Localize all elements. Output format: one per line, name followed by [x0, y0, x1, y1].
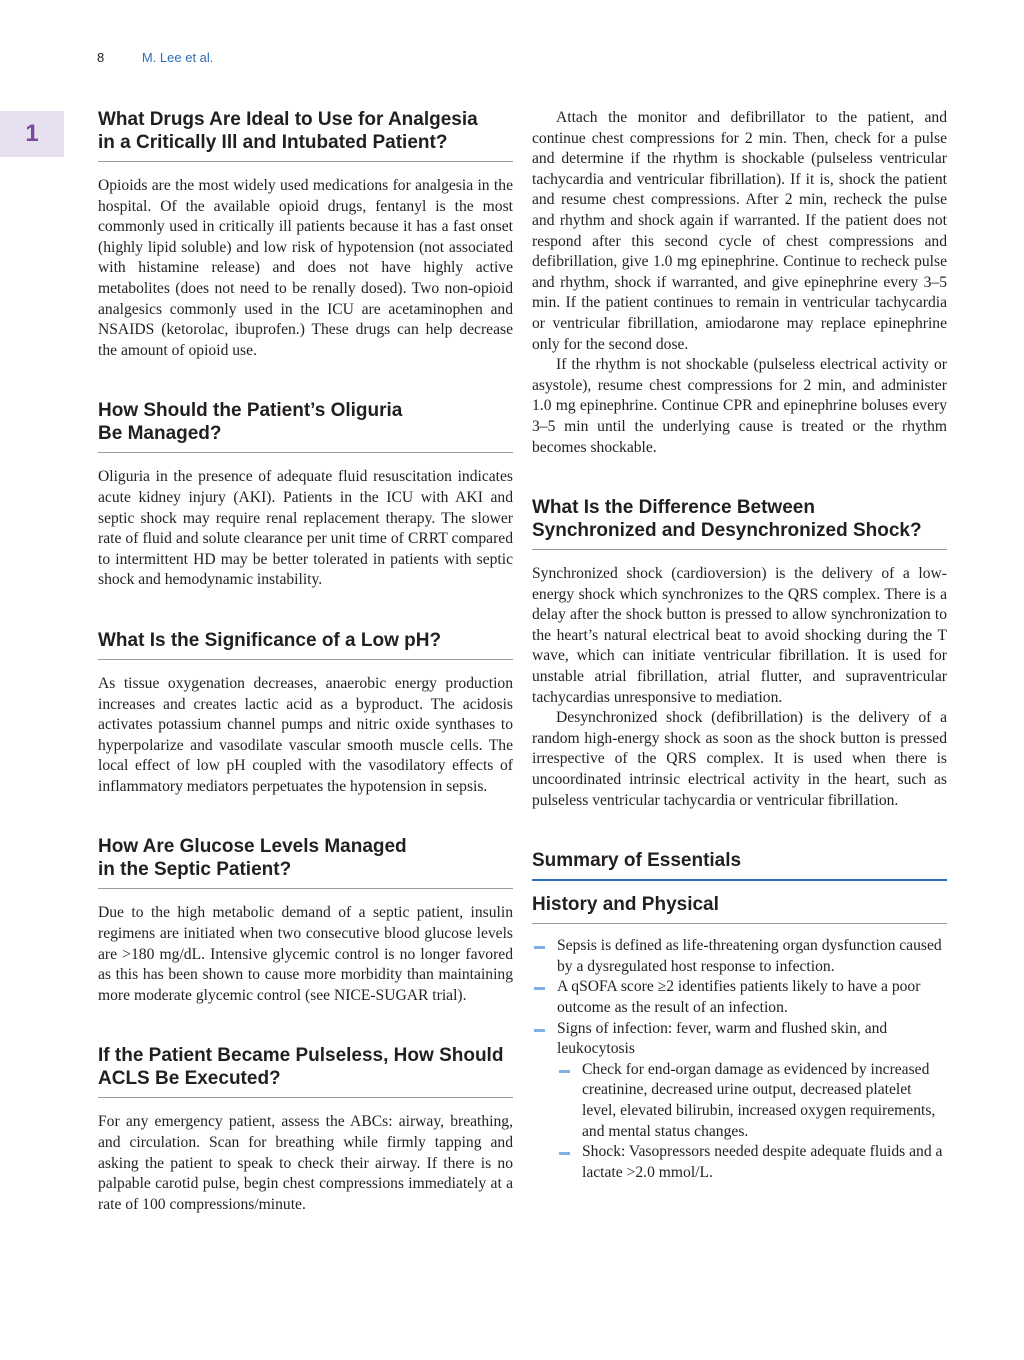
section-heading: How Are Glucose Levels Managed in the Septic Patient?: [98, 835, 513, 889]
section-glucose: [98, 835, 513, 1006]
paragraph: If the rhythm is not shockable (pulseless electrical activity or asystole), resume chest compressions for 2 min, and administer 1.0 mg epinephrine. Continue CPR and epinephrine boluses every 3–5 min until the underlying cause is treated or the rhythm becomes shockable.: [532, 356, 947, 456]
list-item: A qSOFA score ≥2 identifies patients likely to have a poor outcome as the result of an infection.: [532, 977, 947, 1018]
paragraph: Due to the high metabolic demand of a septic patient, insulin regimens are initiated when two consecutive blood glucose levels are >180 mg/dL. Intensive glycemic control is no longer favored as this has been shown to cause more morbidity than maintaining more moderate glycemic control (see NICE-SUGAR trial).: [98, 904, 513, 1004]
running-head-authors: M. Lee et al.: [141, 50, 214, 65]
chapter-number-tab: 1: [0, 111, 64, 157]
running-head: [97, 50, 213, 65]
left-column: [98, 108, 513, 1253]
section-analgesia: [98, 108, 513, 361]
sub-list-item: Check for end-organ damage as evidenced by increased creatinine, decreased urine output, decreased platelet level, elevated bilirubin, increased oxygen requirements, and mental status changes.: [557, 1060, 947, 1142]
right-column: [532, 108, 947, 1183]
list-item: Sepsis is defined as life-threatening organ dysfunction caused by a dysregulated host response to infection.: [532, 936, 947, 977]
summary-list: [532, 936, 947, 1183]
sub-list: [557, 1060, 947, 1184]
paragraph: As tissue oxygenation decreases, anaerobic energy production increases and creates lactic acid as a byproduct. The acidosis activates potassium channel pumps and nitric oxide synthases to hyperpolarize and vasodilate vascular smooth muscle cells. The local effect of low pH coupled with the vasodilatory effects of inflammatory mediators perpetuates the hypotension in sepsis.: [98, 674, 513, 795]
paragraph: Opioids are the most widely used medications for analgesia in the hospital. Of the available opioid drugs, fentanyl is the most commonly used in critically ill patients because it has a fast onset (highly lipid soluble) and low risk of hypotension (not associated with histamine release) and does not have highly active metabolites (does not need to be renally dosed). Two non-opioid analgesics commonly used in the ICU are acetaminophen and NSAIDS (ketorolac, ibuprofen.) These drugs can help decrease the amount of opioid use.: [98, 177, 513, 359]
summary-subtitle: History and Physical: [532, 893, 947, 924]
section-heading: What Drugs Are Ideal to Use for Analgesia in a Critically Ill and Intubated Patient?: [98, 108, 513, 162]
page-number: 8: [97, 50, 105, 65]
acls-continuation: [532, 108, 947, 458]
section-heading: What Is the Significance of a Low pH?: [98, 629, 513, 660]
paragraph: Synchronized shock (cardioversion) is the delivery of a low-energy shock which synchronizes to the QRS complex. There is a delay after the shock button is pressed to allow synchronization to the heart’s natural electrical beat to avoid shocking during the T wave, which can initiate ventricular fibrillation. It is used for unstable atrial fibrillation, atrial flutter, and supraventricular tachycardias unresponsive to mediation.: [532, 565, 947, 706]
summary-box: [532, 849, 947, 1183]
sub-list-item: Shock: Vasopressors needed despite adequate fluids and a lactate >2.0 mmol/L.: [557, 1142, 947, 1183]
paragraph: Oliguria in the presence of adequate fluid resuscitation indicates acute kidney injury (AKI). Patients in the ICU with AKI and septic shock may require renal replacement therapy. The slower rate of fluid and solute clearance per unit time of CRRT compared to intermittent HD may be better tolerated in patients with septic shock and hemodynamic instability.: [98, 468, 513, 589]
section-oliguria: [98, 399, 513, 591]
paragraph: Desynchronized shock (defibrillation) is the delivery of a random high-energy shock as soon as the shock button is pressed irrespective of the QRS complex. It is used when there is uncoordinated intrinsic electrical activity in the heart, such as pulseless ventricular tachycardia or ventricular fibrillation.: [532, 709, 947, 809]
summary-title: Summary of Essentials: [532, 849, 947, 881]
section-heading: If the Patient Became Pulseless, How Should ACLS Be Executed?: [98, 1044, 513, 1098]
section-heading: What Is the Difference Between Synchronized and Desynchronized Shock?: [532, 496, 947, 550]
paragraph: For any emergency patient, assess the ABCs: airway, breathing, and circulation. Scan for breathing while firmly tapping and asking the patient to speak to check their airway. If there is no palpable carotid pulse, begin chest compressions immediately at a rate of 100 compressions/minute.: [98, 1113, 513, 1213]
section-heading: How Should the Patient’s Oliguria Be Managed?: [98, 399, 513, 453]
section-shock: [532, 496, 947, 811]
section-low-ph: [98, 629, 513, 798]
list-item: Signs of infection: fever, warm and flushed skin, and leukocytosis Check for end-organ damage as evidenced by increased creatinine, decreased urine output, decreased platelet level, elevated bilirubin, increased oxygen requirements, and mental status changes. Shock: Vasopressors needed despite adequate fluids and a lactate >2.0 mmol/L.: [532, 1019, 947, 1184]
section-acls: [98, 1044, 513, 1215]
paragraph: Attach the monitor and defibrillator to the patient, and continue chest compressions for 2 min. Then, check for a pulse and determine if the rhythm is shockable (pulseless ventricular tachycardia and ventricular fibrillation). If it is, shock the patient and resume chest compressions. After 2 min, recheck the pulse and rhythm and shock again if warranted. If the patient does not respond after this second cycle of chest compressions and defibrillation, give 1.0 mg epinephrine. Continue to recheck pulse and rhythm, shock if warranted, and give epinephrine every 3–5 min. If the patient continues to remain in ventricular tachycardia or ventricular fibrillation, amiodarone may replace epinephrine only for the second dose.: [532, 109, 947, 353]
